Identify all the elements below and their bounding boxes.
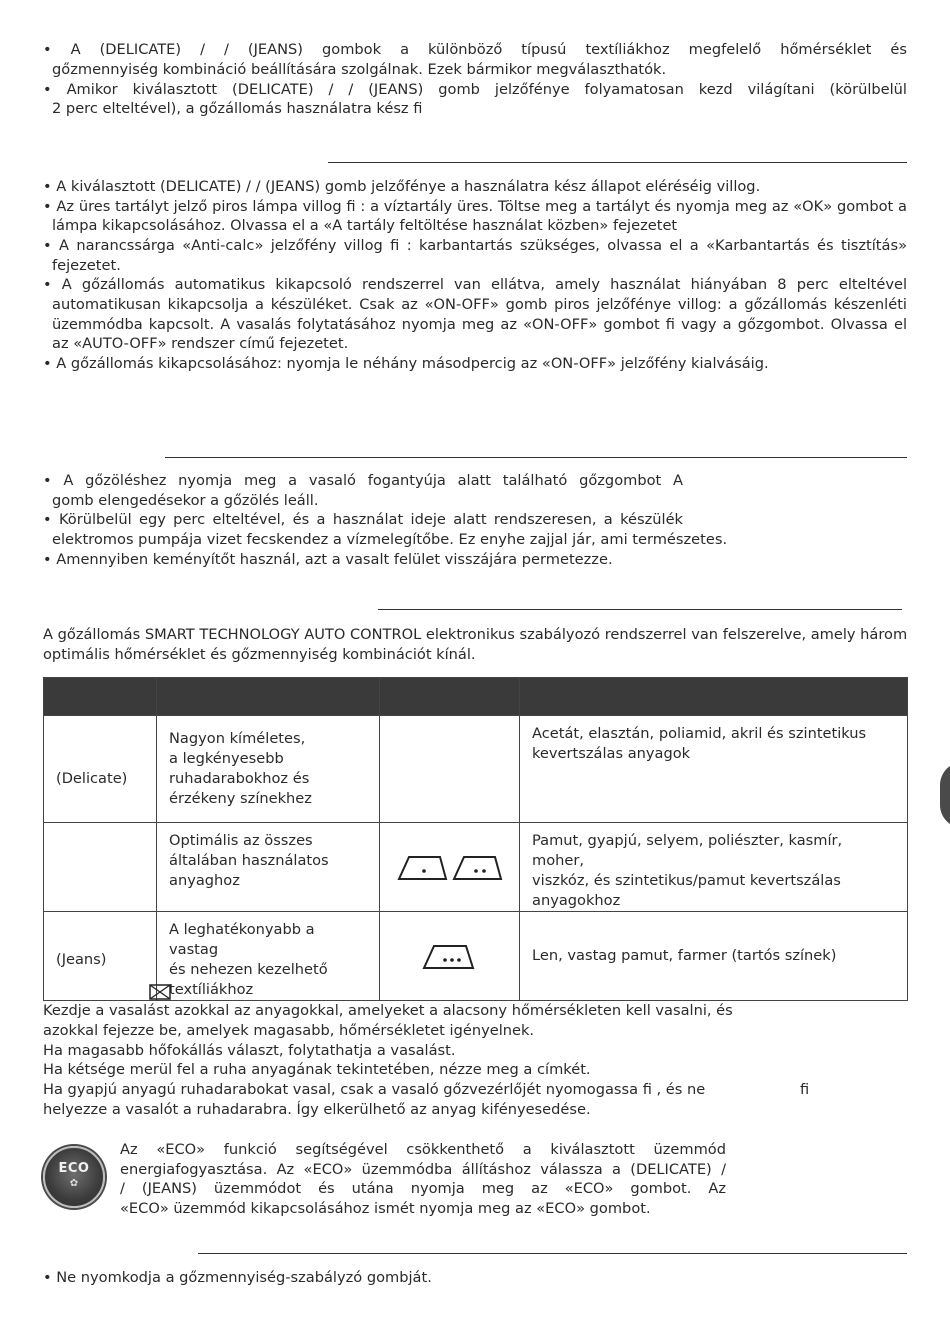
section-rule-3 [378, 609, 902, 610]
s4-line1: A gőzállomás SMART TECHNOLOGY AUTO CONTROL elektronikus szabályozó rendszerrel van felszerelve, amely három [43, 626, 908, 643]
mode-cell: (Delicate) [44, 716, 157, 823]
desc-line: és nehezen kezelhető [169, 961, 328, 978]
notes-line2: azokkal fejezze be, amelyek magasabb, hőmérsékletet igényelnek. [43, 1022, 535, 1039]
table-row [44, 823, 908, 912]
desc-line: A leghatékonyabb a vastag [169, 921, 315, 958]
iron-one-dot-icon [394, 849, 506, 885]
description-cell [157, 912, 380, 1001]
materials-line: kevertszálas anyagok [532, 745, 691, 762]
notes-line5: Ha gyapjú anyagú ruhadarabokat vasal, csak a vasaló gőzvezérlőjét nyomogassa ﬁ , és ne [43, 1081, 706, 1098]
description-cell [157, 716, 380, 823]
desc-line: Optimális az összes [169, 832, 313, 849]
notes-line3: Ha magasabb hőfokállás választ, folytathatja a vasalást. [43, 1042, 456, 1059]
materials-line: viszkóz, és szintetikus/pamut kevertszálas [532, 872, 841, 889]
header-cell [380, 678, 520, 716]
eco-line3: / (JEANS) üzemmódot és utána nyomja meg az «ECO» gombot. Az [120, 1180, 726, 1197]
s3-line1: • A gőzöléshez nyomja meg a vasaló fogantyúja alatt található gőzgombot A [43, 472, 683, 489]
desc-line: Nagyon kíméletes, [169, 730, 306, 747]
desc-line: általában használatos [169, 852, 329, 869]
mode-cell [44, 823, 157, 912]
desc-line: a legkényesebb [169, 750, 284, 767]
s4-line2: optimális hőmérséklet és gőzmennyiség kombinációt kínál. [43, 646, 476, 663]
s2-line6: • A gőzállomás automatikus kikapcsoló rendszerrel van ellátva, amely használat hiányában 8 perc elteltével [43, 276, 907, 293]
s1-line1: • A (DELICATE) / / (JEANS) gombok a különböző típusú textíliákhoz megfelelő hőmérséklet és [43, 41, 907, 58]
language-tab-marker [940, 762, 950, 828]
s2-line10: • A gőzállomás kikapcsolásához: nyomja le néhány másodpercig az «ON-OFF» jelzőfény kialvásáig. [43, 355, 769, 372]
notes-line4: Ha kétsége merül fel a ruha anyagának tekintetében, nézze meg a címkét. [43, 1061, 591, 1078]
eco-steam-glyph: ✿ [69, 1178, 79, 1189]
s2-line1: • A kiválasztott (DELICATE) / / (JEANS) gomb jelzőfénye a használatra kész állapot eléréséig villog. [43, 178, 761, 195]
materials-line: Pamut, gyapjú, selyem, poliészter, kasmír, moher, [532, 832, 843, 869]
header-cell [44, 678, 157, 716]
notes-line1: Kezdje a vasalást azokkal az anyagokkal, amelyeket a alacsony hőmérsékleten kell vasalni, és [43, 1002, 733, 1019]
header-cell [157, 678, 380, 716]
eco-line4: «ECO» üzemmód kikapcsolásához ismét nyomja meg az «ECO» gombot. [120, 1200, 651, 1217]
s2-line8: üzemmódba kapcsolt. A vasalás folytatásához nyomja meg az «ON-OFF» gombot ﬁ vagy a gőzgombot. Olvassa el [52, 316, 907, 333]
s2-line2: • Az üres tartályt jelző piros lámpa villog ﬁ : a víztartály üres. Töltse meg a tartályt és nyomja meg az «OK» gombot a [43, 198, 907, 215]
s1-line3: • Amikor kiválasztott (DELICATE) / / (JEANS) gomb jelzőfénye folyamatosan kezd világítani (körülbelül [43, 81, 907, 98]
s3-line3: • Körülbelül egy perc elteltével, és a használat ideje alatt rendszeresen, a készülék [43, 511, 683, 528]
section-rule-4 [198, 1253, 907, 1254]
materials-line: Len, vastag pamut, farmer (tartós színek) [532, 947, 837, 964]
s2-line5: fejezetet. [52, 257, 121, 274]
s2-line3: lámpa kikapcsolásához. Olvassa el a «A tartály feltöltése használat közben» fejezetet [52, 217, 678, 234]
modes-table [43, 677, 908, 1001]
desc-line: textíliákhoz [169, 981, 254, 998]
s2-line4: • A narancssárga «Anti-calc» jelzőfény villog ﬁ : karbantartás szükséges, olvassa el a «Karbantartás és tisztítás» [43, 237, 907, 254]
table-header-row [44, 678, 908, 716]
materials-line: Acetát, elasztán, poliamid, akril és szintetikus [532, 725, 867, 742]
s1-line2: gőzmennyiség kombináció beállítására szolgálnak. Ezek bármikor megválaszthatók. [52, 61, 667, 78]
desc-line: ruhadarabokhoz és [169, 770, 310, 787]
desc-line: érzékeny színekhez [169, 790, 312, 807]
notes-line6: helyezze a vasalót a ruhadarabra. Így elkerülhető az anyag kifényesedése. [43, 1101, 591, 1118]
materials-cell [520, 823, 908, 912]
table-row [44, 912, 908, 1001]
notes-line5-glyph: ﬁ [800, 1081, 810, 1098]
table-row [44, 716, 908, 823]
section-rule-2 [165, 457, 907, 458]
s2-line7: automatikusan kikapcsolja a készüléket. Csak az «ON-OFF» gomb piros jelzőfénye villog: a gőzállomás készenléti [52, 296, 907, 313]
eco-line1: Az «ECO» funkció segítségével csökkenthető a kiválasztott üzemmód [120, 1141, 726, 1158]
header-cell [520, 678, 908, 716]
s3-line2: gomb elengedésekor a gőzölés leáll. [52, 492, 319, 509]
materials-cell [520, 716, 908, 823]
section-rule-1 [328, 162, 907, 163]
description-cell [157, 823, 380, 912]
s3-line5: • Amennyiben keményítőt használ, azt a vasalt felület visszájára permetezze. [43, 551, 613, 568]
mode-cell: (Jeans) [44, 912, 157, 1001]
eco-icon-label: ECO [58, 1161, 90, 1176]
eco-icon [43, 1146, 105, 1208]
no-steam-icon [148, 983, 172, 1001]
iron-symbol-cell [380, 716, 520, 823]
s2-line9: az «AUTO-OFF» rendszer című fejezetet. [52, 335, 349, 352]
iron-three-dot-icon [420, 938, 480, 974]
desc-line: anyaghoz [169, 872, 240, 889]
s5-line1: • Ne nyomkodja a gőzmennyiség-szabályzó gombját. [43, 1269, 432, 1286]
iron-symbol-cell [380, 823, 520, 912]
materials-line: anyagokhoz [532, 892, 621, 909]
s3-line4: elektromos pumpája vizet fecskendez a vízmelegítőbe. Ez enyhe zajjal jár, ami természetes. [52, 531, 728, 548]
eco-line2: energiafogyasztása. Az «ECO» üzemmódba állításhoz válassza a (DELICATE) / [120, 1161, 726, 1178]
iron-symbol-cell [380, 912, 520, 1001]
s1-line4: 2 perc elteltével), a gőzállomás használatra kész ﬁ [52, 100, 423, 117]
materials-cell [520, 912, 908, 1001]
